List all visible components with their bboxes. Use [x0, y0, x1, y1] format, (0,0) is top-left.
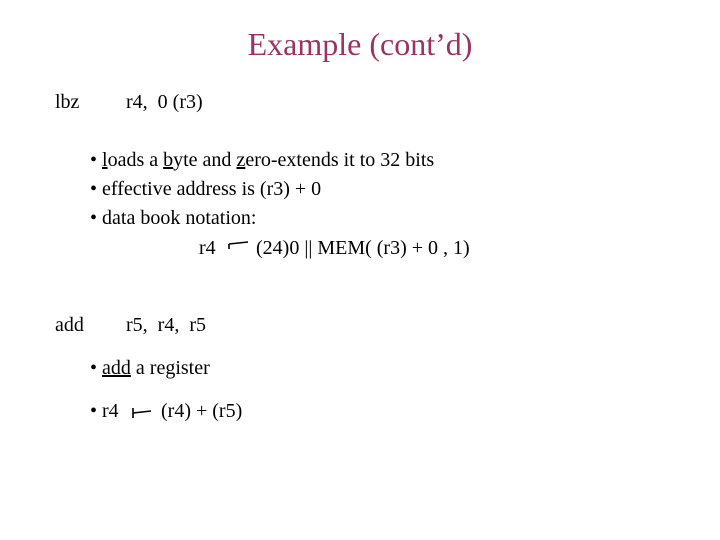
lbz-mnemonic: lbz	[55, 91, 80, 113]
lbz-bullet-3	[90, 207, 256, 230]
bullet-rhs: (r4) + (r5)	[161, 400, 243, 422]
bullet-glyph: •	[90, 207, 98, 229]
lbz-bullet-1	[90, 149, 434, 172]
underlined-l: l	[102, 149, 108, 171]
underlined-z: z	[236, 149, 246, 171]
bullet-text: ero-extends it to 32 bits	[245, 149, 435, 171]
slide-title: Example (cont’d)	[247, 26, 473, 62]
add-bullet-1	[90, 357, 210, 380]
bullet-text: yte and	[173, 149, 237, 171]
add-bullet-2	[90, 400, 119, 423]
bullet-glyph: •	[90, 400, 98, 422]
bullet-text: effective address is (r3) + 0	[102, 178, 322, 200]
notation-rhs: (24)0 || MEM( (r3) + 0 , 1)	[256, 237, 470, 259]
notation-lhs: r4	[199, 237, 216, 259]
lbz-bullet-2	[90, 178, 321, 201]
bullet-glyph: •	[90, 149, 98, 171]
bullet-text: data book notation:	[102, 207, 257, 229]
underlined-add: add	[102, 357, 131, 379]
bullet-text: oads a	[107, 149, 164, 171]
bullet-lhs: r4	[102, 400, 119, 422]
left-arrow-icon	[226, 238, 250, 250]
bullet-text: a register	[130, 357, 210, 379]
add-operands: r5, r4, r5	[126, 314, 206, 336]
add-mnemonic: add	[55, 314, 84, 336]
bullet-glyph: •	[90, 357, 98, 379]
lbz-operands: r4, 0 (r3)	[126, 91, 203, 113]
underlined-b: b	[163, 149, 174, 171]
left-arrow-icon	[129, 404, 153, 420]
bullet-glyph: •	[90, 178, 98, 200]
